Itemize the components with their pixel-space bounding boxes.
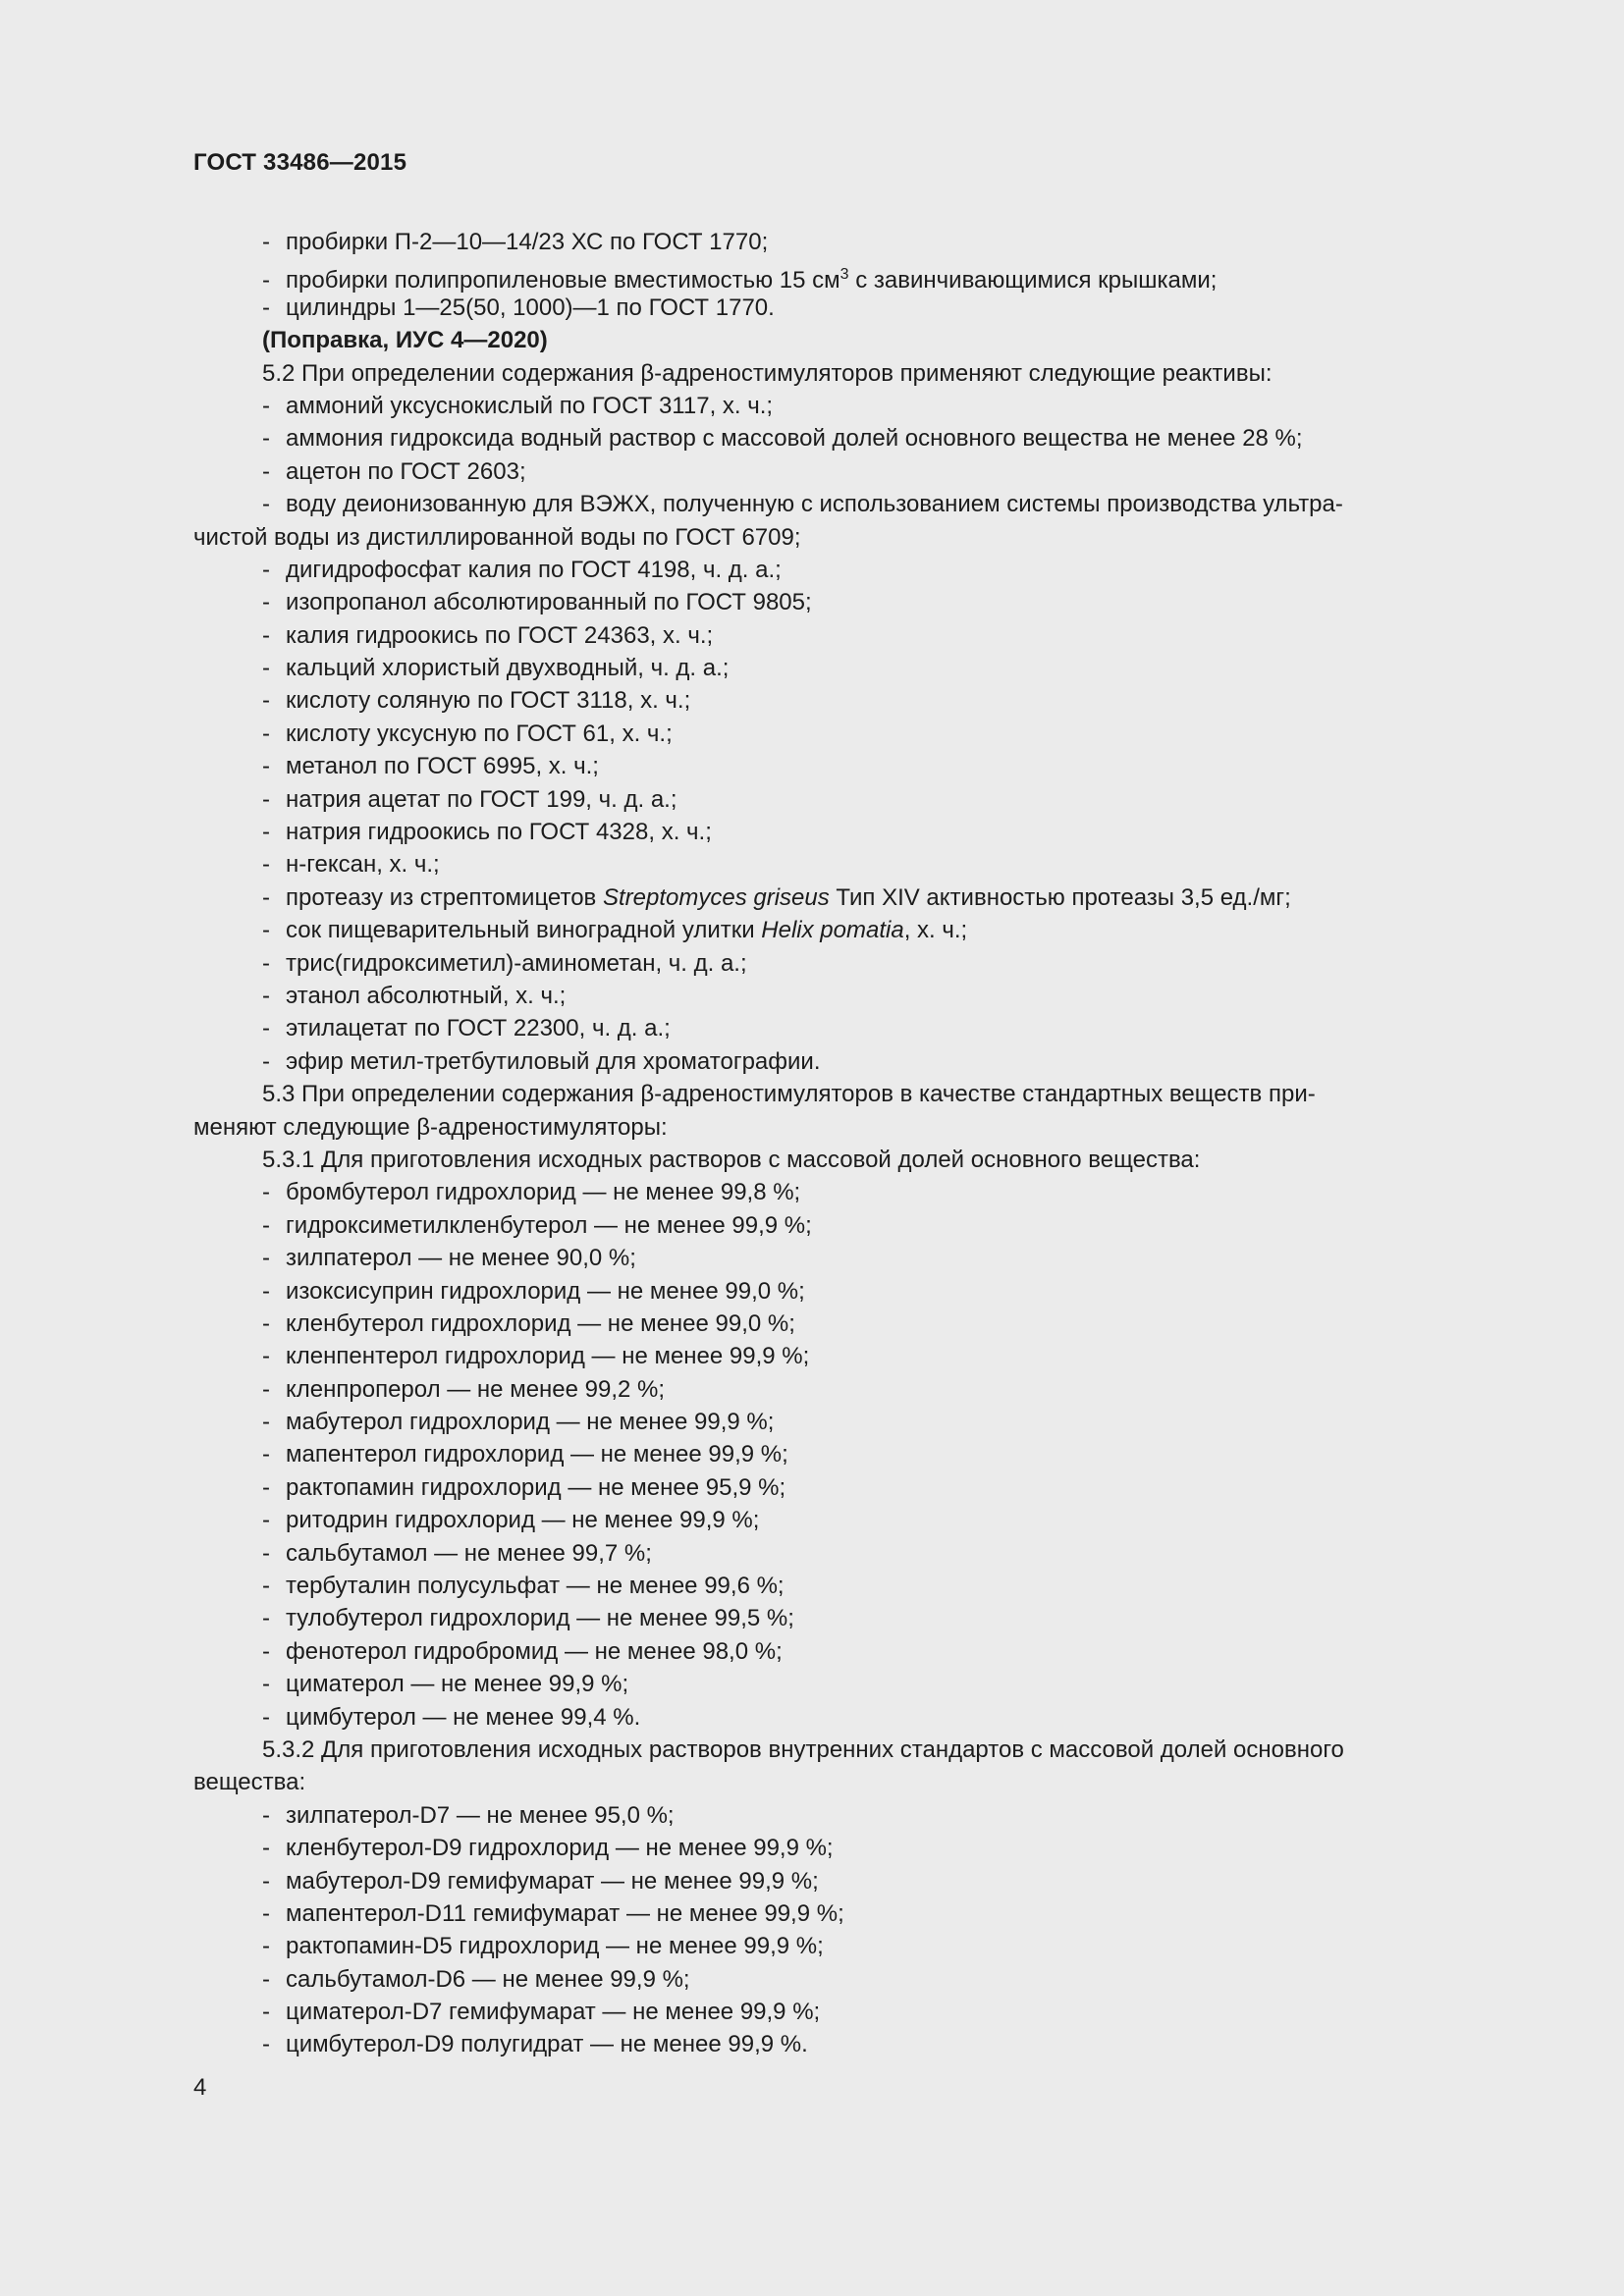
list-item: - пробирки полипропиленовые вместимостью 15 $см^3$ с завинчивающимися крышками; [193, 258, 1509, 291]
list-dash: - [262, 1933, 270, 1960]
list-item: - ацетон по ГОСТ 2603; [193, 455, 1509, 488]
list-dash: - [262, 294, 270, 321]
list-item: - кленпроперол — не менее 99,2 %; [193, 1373, 1509, 1406]
list-dash: - [262, 655, 270, 682]
list-dash: - [262, 457, 270, 485]
list-item: - зилпатерол — не менее 90,0 %; [193, 1242, 1509, 1274]
list-item: - этилацетат по ГОСТ 22300, ч. д. а.; [193, 1012, 1509, 1044]
list-item: - циматерол — не менее 99,9 %; [193, 1668, 1509, 1700]
list-dash: - [262, 1211, 270, 1239]
list-item: - цимбутерол — не менее 99,4 %. [193, 1701, 1509, 1734]
list-dash: - [262, 1999, 270, 2026]
document-body [193, 226, 1509, 2061]
list-dash: - [262, 1671, 270, 1698]
list-dash: - [262, 589, 270, 616]
list-item: - дигидрофосфат калия по ГОСТ 4198, ч. д. а.; [193, 554, 1509, 586]
list-item: - тербуталин полусульфат — не менее 99,6 %; [193, 1570, 1509, 1602]
list-dash: - [262, 1343, 270, 1370]
list-dash: - [262, 1047, 270, 1075]
list-dash: - [262, 621, 270, 649]
list-dash: - [262, 1703, 270, 1731]
list-dash: - [262, 687, 270, 715]
list-item: - цилиндры 1—25(50, 1000)—1 по ГОСТ 1770. [193, 292, 1509, 324]
list-dash: - [262, 1441, 270, 1468]
list-item: - этанол абсолютный, х. ч.; [193, 980, 1509, 1012]
list-item-continuation: чистой воды из дистиллированной воды по ГОСТ 6709; [193, 523, 801, 551]
section-5-3-1-heading: 5.3.1 Для приготовления исходных растворов с массовой долей основного вещества: [262, 1146, 1201, 1173]
list-item: - натрия гидроокись по ГОСТ 4328, х. ч.; [193, 816, 1509, 848]
list-dash: - [262, 1605, 270, 1632]
list-dash: - [262, 229, 270, 255]
list-dash: - [262, 1507, 270, 1534]
list-item: - цимбутерол-D9 полугидрат — не менее 99,9 %. [193, 2028, 1509, 2060]
amendment-note: (Поправка, ИУС 4—2020) [262, 327, 548, 354]
list-dash: - [262, 982, 270, 1009]
list-item: - сок пищеварительный виноградной улитки Helix pomatia, х. ч.; [193, 914, 1509, 946]
list-item: - протеазу из стрептомицетов Streptomyces griseus Тип XIV активностью протеазы 3,5 ед./мг; [193, 881, 1509, 914]
list-dash: - [262, 851, 270, 879]
species-name: Streptomyces griseus [602, 883, 830, 911]
list-dash: - [262, 491, 270, 518]
list-item: - циматерол-D7 гемифумарат — не менее 99,9 %; [193, 1996, 1509, 2028]
list-dash: - [262, 1309, 270, 1337]
list-item: - ритодрин гидрохлорид — не менее 99,9 %; [193, 1504, 1509, 1536]
list-dash: - [262, 2031, 270, 2058]
list-dash: - [262, 1965, 270, 1993]
list-item: - мапентерол-D11 гемифумарат — не менее 99,9 %; [193, 1897, 1509, 1930]
list-item: - аммония гидроксида водный раствор с массовой долей основного вещества не менее 28 %; [193, 422, 1509, 454]
list-dash: - [262, 753, 270, 780]
section-5-3-continuation: меняют следующие β-адреностимуляторы: [193, 1113, 668, 1141]
list-dash: - [262, 1637, 270, 1665]
list-item: - натрия ацетат по ГОСТ 199, ч. д. а.; [193, 783, 1509, 816]
list-dash: - [262, 819, 270, 846]
list-item: - метанол по ГОСТ 6995, х. ч.; [193, 750, 1509, 782]
list-item: - фенотерол гидробромид — не менее 98,0 %; [193, 1635, 1509, 1668]
list-dash: - [262, 1179, 270, 1206]
list-dash: - [262, 1409, 270, 1436]
list-dash: - [262, 1473, 270, 1501]
list-dash: - [262, 720, 270, 747]
list-dash: - [262, 883, 270, 911]
list-item: - кислоту соляную по ГОСТ 3118, х. ч.; [193, 684, 1509, 717]
list-item: - кленбутерол гидрохлорид — не менее 99,0 %; [193, 1308, 1509, 1340]
section-5-3-2-heading: 5.3.2 Для приготовления исходных растворов внутренних стандартов с массовой долей основного [262, 1735, 1344, 1763]
list-item: - тулобутерол гидрохлорид — не менее 99,5 %; [193, 1602, 1509, 1634]
list-dash: - [262, 267, 270, 294]
document-header: ГОСТ 33486—2015 [193, 149, 407, 176]
list-item: - кленбутерол-D9 гидрохлорид — не менее 99,9 %; [193, 1832, 1509, 1864]
page-number: 4 [193, 2074, 207, 2101]
list-item: - пробирки П-2—10—14/23 ХС по ГОСТ 1770; [193, 226, 1509, 258]
list-dash: - [262, 556, 270, 583]
list-item: - изоксисуприн гидрохлорид — не менее 99,0 %; [193, 1275, 1509, 1308]
list-dash: - [262, 425, 270, 453]
section-5-3-2-continuation: вещества: [193, 1769, 306, 1796]
list-item: - кленпентерол гидрохлорид — не менее 99,9 %; [193, 1340, 1509, 1372]
list-dash: - [262, 392, 270, 419]
list-dash: - [262, 1573, 270, 1600]
list-item: - рактопамин гидрохлорид — не менее 95,9 %; [193, 1471, 1509, 1504]
list-dash: - [262, 1245, 270, 1272]
list-item: - калия гидроокись по ГОСТ 24363, х. ч.; [193, 619, 1509, 652]
list-item: - мабутерол гидрохлорид — не менее 99,9 %; [193, 1406, 1509, 1438]
list-dash: - [262, 949, 270, 977]
list-item: - мапентерол гидрохлорид — не менее 99,9 %; [193, 1438, 1509, 1470]
list-item: - аммоний уксуснокислый по ГОСТ 3117, х. ч.; [193, 390, 1509, 422]
list-item: - зилпатерол-D7 — не менее 95,0 %; [193, 1799, 1509, 1832]
list-dash: - [262, 1539, 270, 1567]
list-item: - воду деионизованную для ВЭЖХ, полученную с использованием системы производства ультра- [193, 488, 1509, 520]
list-item: - кислоту уксусную по ГОСТ 61, х. ч.; [193, 718, 1509, 750]
list-item: - н-гексан, х. ч.; [193, 848, 1509, 881]
list-item: - эфир метил-третбутиловый для хроматографии. [193, 1045, 1509, 1078]
section-5-2-heading: 5.2 При определении содержания β-адреностимуляторов применяют следующие реактивы: [262, 359, 1272, 387]
list-item: - гидроксиметилкленбутерол — не менее 99,9 %; [193, 1209, 1509, 1242]
species-name: Helix pomatia [761, 917, 904, 944]
list-item: - рактопамин-D5 гидрохлорид — не менее 99,9 %; [193, 1930, 1509, 1962]
list-dash: - [262, 1015, 270, 1042]
list-dash: - [262, 1801, 270, 1829]
list-dash: - [262, 1867, 270, 1895]
list-dash: - [262, 1375, 270, 1403]
section-5-3-heading: 5.3 При определении содержания β-адреностимуляторов в качестве стандартных веществ при- [262, 1081, 1316, 1108]
superscript: 3 [839, 266, 849, 284]
list-item: - сальбутамол-D6 — не менее 99,9 %; [193, 1963, 1509, 1996]
list-item: - мабутерол-D9 гемифумарат — не менее 99,9 %; [193, 1865, 1509, 1897]
list-dash: - [262, 1899, 270, 1927]
list-item: - бромбутерол гидрохлорид — не менее 99,8 %; [193, 1176, 1509, 1208]
list-dash: - [262, 785, 270, 813]
list-dash: - [262, 1835, 270, 1862]
list-dash: - [262, 917, 270, 944]
list-dash: - [262, 1277, 270, 1305]
list-item: - трис(гидроксиметил)-аминометан, ч. д. а.; [193, 947, 1509, 980]
list-item: - изопропанол абсолютированный по ГОСТ 9805; [193, 586, 1509, 618]
list-item: - сальбутамол — не менее 99,7 %; [193, 1537, 1509, 1570]
list-item: - кальций хлористый двухводный, ч. д. а.; [193, 652, 1509, 684]
